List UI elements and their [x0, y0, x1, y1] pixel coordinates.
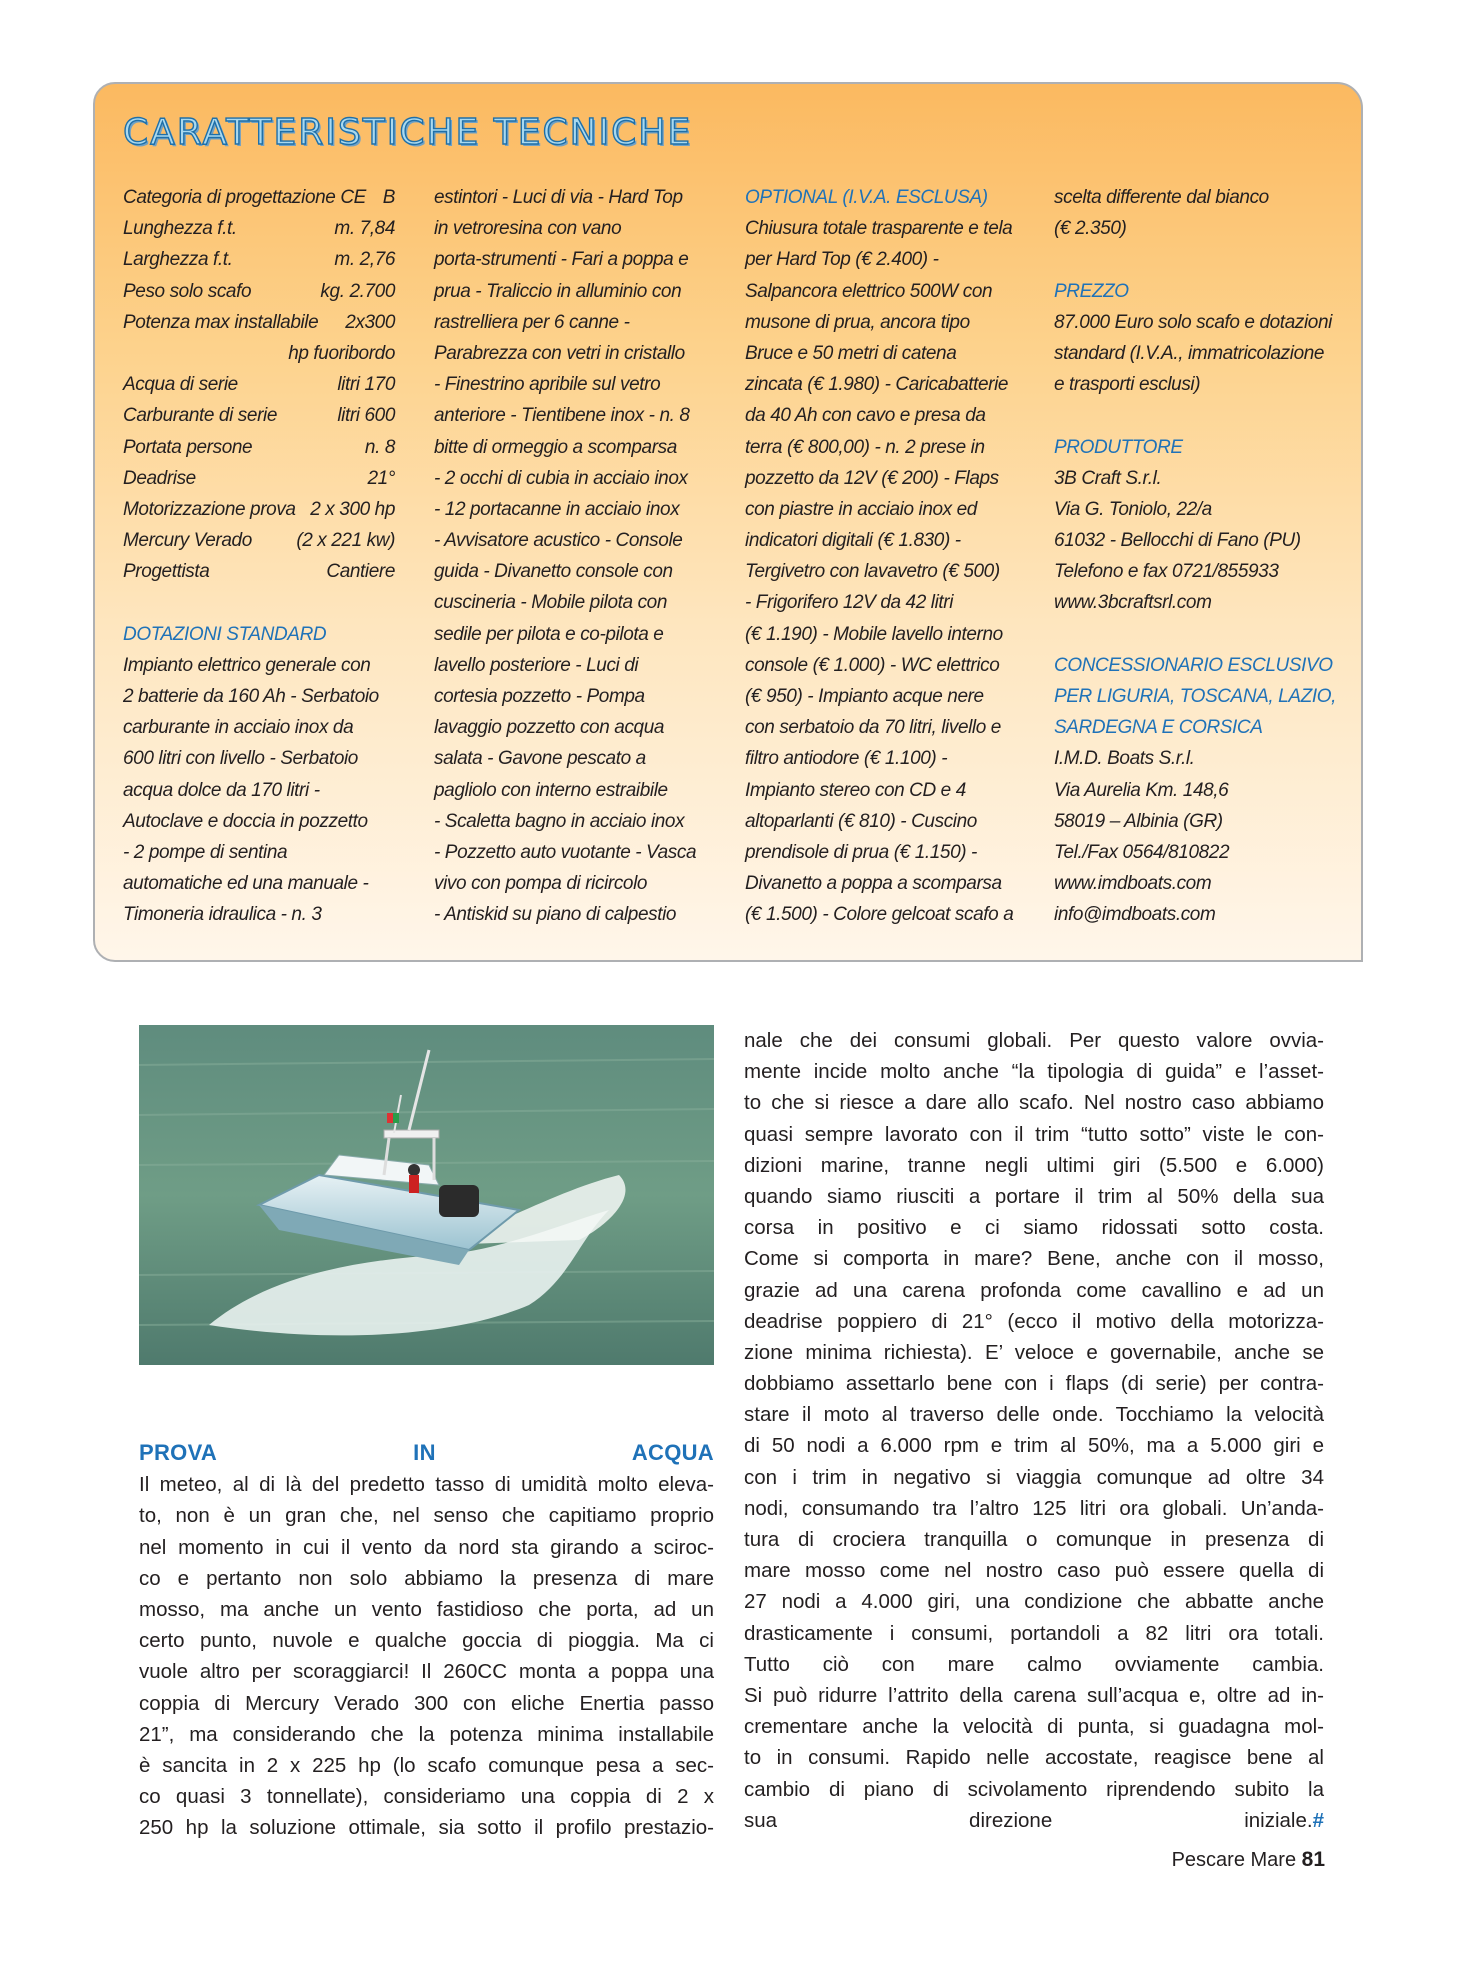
text-line: cuscineria - Mobile pilota con [434, 592, 668, 614]
text-line: con i trim in negativo si viaggia comunque ad oltre 34 [744, 1465, 1324, 1489]
text-line: guida - Divanetto console con [434, 561, 673, 583]
text-line: crementare anche la velocità di punta, si guadagna mol- [744, 1715, 1324, 1739]
text-line: co e pertanto non solo abbiamo la presenza di mare [139, 1566, 714, 1590]
spec-row [123, 369, 395, 400]
text-line: quasi sempre lavorato con il trim “tutto sotto” viste le con- [744, 1122, 1324, 1146]
text-line: (€ 950) - Impianto acque nere [745, 686, 984, 707]
text-line: acqua dolce da 170 litri - [123, 779, 320, 801]
text-line: salata - Gavone pescato a [434, 748, 646, 770]
text-line: altoparlanti (€ 810) - Cuscino [745, 810, 977, 832]
text-line: Tutto ciò con mare calmo ovviamente cambia. [744, 1652, 1324, 1676]
text-line: indicatori digitali (€ 1.830) - [745, 530, 961, 552]
spec-value: B [382, 187, 395, 208]
text-line: deadrise poppiero di 21° (ecco il motivo della motorizza- [744, 1309, 1324, 1333]
dealer-heading [1054, 650, 1354, 744]
text-line: - Finestrino apribile sul vetro [434, 374, 661, 396]
text-line: per Hard Top (€ 2.400) - [745, 249, 939, 271]
text-line: Tel./Fax 0564/810822 [1054, 841, 1230, 863]
text-line: to in consumi. Rapido nelle accostate, reagisce bene al [744, 1746, 1324, 1770]
text-line: 250 hp la soluzione ottimale, sia sotto il profilo prestazio- [139, 1816, 714, 1840]
text-line: - 12 portacanne in acciaio inox [434, 498, 680, 520]
specs-title: CARATTERISTICHE TECNICHE [123, 112, 693, 153]
heading-line: SARDEGNA E CORSICA [1054, 717, 1263, 739]
text-line: Chiusura totale trasparente e tela [745, 218, 1013, 240]
spec-value: m. 2,76 [334, 249, 395, 271]
spec-value: litri 600 [337, 405, 395, 427]
spec-label: Carburante di serie [123, 405, 277, 427]
dealer-contacts [1054, 743, 1354, 930]
optional-equipment-text-continued [1054, 182, 1354, 244]
text-line: Parabrezza con vetri in cristallo [434, 342, 685, 364]
spec-row [123, 400, 395, 431]
producer-heading: PRODUTTORE [1054, 436, 1183, 458]
spec-label: Peso solo scafo [123, 280, 252, 302]
article-last-line [744, 1805, 1324, 1836]
text-line: porta-strumenti - Fari a poppa e [434, 249, 689, 271]
text-line: musone di prua, ancora tipo [745, 311, 970, 333]
magazine-name: Pescare Mare [1171, 1849, 1297, 1871]
spec-label: Lunghezza f.t. [123, 218, 237, 240]
specs-column-3 [745, 182, 1035, 931]
text-line: info@imdboats.com [1054, 904, 1216, 926]
text-line: mare mosso come nel nostro caso può essere quella di [744, 1559, 1324, 1583]
heading-line: PER LIGURIA, TOSCANA, LAZIO, [1054, 686, 1336, 707]
text-line: www.3bcraftsrl.com [1054, 592, 1212, 614]
text-line: Tergivetro con lavavetro (€ 500) [745, 561, 1000, 583]
text-line: rastrelliera per 6 canne - [434, 311, 630, 333]
article-paragraph-3 [744, 1680, 1324, 1805]
text-line: da 40 Ah con cavo e presa da [745, 405, 986, 427]
text-line: pozzetto da 12V (€ 200) - Flaps [745, 467, 999, 489]
text-line: - Scaletta bagno in acciaio inox [434, 810, 685, 832]
spec-row [123, 307, 395, 338]
text-line: è sancita in 2 x 225 hp (lo scafo comunque pesa a sec- [139, 1753, 714, 1777]
text-line: vivo con pompa di ricircolo [434, 873, 648, 895]
spec-row [123, 463, 395, 494]
spec-label: Mercury Verado [123, 530, 252, 552]
text-line: con piastre in acciaio inox ed [745, 498, 977, 520]
text-line: quando siamo riusciti a portare il trim al 50% della sua [744, 1184, 1324, 1208]
text-line: nale che dei consumi globali. Per questo valore ovvia- [744, 1029, 1324, 1052]
spec-label: Motorizzazione prova [123, 498, 296, 520]
article-paragraph-1 [744, 1025, 1324, 1243]
text-line: lavaggio pozzetto con acqua [434, 717, 665, 739]
text-line: con serbatoio da 70 litri, livello e [745, 717, 1001, 739]
page-footer [1172, 1848, 1325, 1872]
spec-row [123, 525, 395, 556]
optional-equipment-text [745, 213, 1035, 930]
text-line: - Frigorifero 12V da 42 litri [745, 592, 954, 614]
text-line: - Pozzetto auto vuotante - Vasca [434, 841, 697, 863]
article-column-left [139, 1437, 714, 1843]
text-line: 3B Craft S.r.l. [1054, 467, 1162, 489]
text-line: drasticamente i consumi, portandoli a 82 litri ora totali. [744, 1621, 1324, 1645]
spec-label: Deadrise [123, 467, 196, 489]
text-line: 61032 - Bellocchi di Fano (PU) [1054, 530, 1301, 552]
text-line: stare il moto al traverso delle onde. Tocchiamo la velocità [744, 1403, 1324, 1427]
spec-row [123, 276, 395, 307]
text-line: mente incide molto anche “la tipologia di guida” e l’asset- [744, 1060, 1324, 1084]
text-line: nodi, consumando tra l’altro 125 litri ora globali. Un’anda- [744, 1496, 1324, 1520]
text-line: co quasi 3 tonnellate), consideriamo una coppia di 2 x [139, 1785, 714, 1809]
technical-specs-box [93, 82, 1363, 962]
section-heading: PROVA IN ACQUA [139, 1440, 714, 1465]
spec-value: m. 7,84 [334, 218, 395, 240]
text-line: scelta differente dal bianco [1054, 187, 1269, 208]
text-line: Via Aurelia Km. 148,6 [1054, 779, 1229, 801]
spec-rows [123, 182, 395, 587]
text-line: standard (I.V.A., immatricolazione [1054, 342, 1325, 364]
text-line: 58019 – Albinia (GR) [1054, 810, 1223, 832]
spec-row-continued [123, 338, 395, 369]
spec-value: (2 x 221 kw) [296, 530, 395, 552]
text-line: cambio di piano di scivolamento riprendendo subito la [744, 1777, 1324, 1801]
text-line: console (€ 1.000) - WC elettrico [745, 654, 1000, 676]
spec-value: hp fuoribordo [288, 342, 395, 364]
spec-row [123, 213, 395, 244]
text-line: filtro antiodore (€ 1.100) - [745, 748, 948, 770]
spec-row [123, 182, 395, 213]
text-line: I.M.D. Boats S.r.l. [1054, 748, 1195, 770]
spec-value: 2 x 300 hp [310, 498, 395, 520]
text-line: tura di crociera tranquilla o comunque in presenza di [744, 1528, 1324, 1551]
text-line: 87.000 Euro solo scafo e dotazioni [1054, 311, 1332, 333]
text-line: dobbiamo assettarlo bene con i flaps (di serie) per contra- [744, 1372, 1324, 1396]
spec-value: n. 8 [364, 436, 395, 458]
text-line: Salpancora elettrico 500W con [745, 280, 993, 302]
text-line: zione minima richiesta). E’ veloce e governabile, anche se [744, 1340, 1324, 1364]
spec-value: 2x300 [345, 311, 395, 333]
spec-label: Portata persone [123, 436, 253, 458]
last-line-text: sua direzione iniziale. [744, 1808, 1313, 1832]
spec-label: Acqua di serie [123, 374, 238, 396]
text-line: carburante in acciaio inox da [123, 717, 354, 739]
text-line: prua - Traliccio in alluminio con [434, 280, 682, 302]
text-line: (€ 1.500) - Colore gelcoat scafo a [745, 904, 1014, 926]
spec-value: Cantiere [326, 561, 395, 583]
page-number: 81 [1301, 1848, 1325, 1871]
price-heading: PREZZO [1054, 280, 1129, 302]
specs-column-2 [434, 182, 719, 931]
text-line: to che si riesce a dare allo scafo. Nel nostro caso abbiamo [744, 1091, 1324, 1115]
text-line: www.imdboats.com [1054, 873, 1212, 895]
text-line: grazie ad una carena profonda come cavallino e ad un [744, 1278, 1324, 1302]
text-line: Divanetto a poppa a scomparsa [745, 873, 1002, 895]
spec-value: litri 170 [337, 374, 395, 396]
text-line: Impianto stereo con CD e 4 [745, 779, 966, 801]
text-line: in vetroresina con vano [434, 218, 622, 240]
article-column-right [744, 1025, 1324, 1836]
text-line: Bruce e 50 metri di catena [745, 342, 957, 364]
spec-value: kg. 2.700 [320, 280, 395, 302]
text-line: lavello posteriore - Luci di [434, 654, 639, 676]
text-line: Il meteo, al di là del predetto tasso di umidità molto eleva- [139, 1473, 714, 1497]
text-line: Via G. Toniolo, 22/a [1054, 498, 1212, 520]
standard-equipment-heading: DOTAZIONI STANDARD [123, 623, 327, 645]
boat-photo [139, 1025, 714, 1365]
text-line: vuole altro per scoraggiarci! Il 260CC monta a poppa una [139, 1660, 714, 1684]
text-line: dizioni marine, tranne negli ultimi giri (5.500 e 6.000) [744, 1153, 1324, 1177]
spec-row [123, 432, 395, 463]
text-line: (€ 2.350) [1054, 218, 1127, 240]
text-line: 21”, ma considerando che la potenza minima installabile [139, 1722, 714, 1746]
text-line: Telefono e fax 0721/855933 [1054, 561, 1279, 583]
text-line: coppia di Mercury Verado 300 con eliche Enertia passo [139, 1691, 714, 1715]
text-line: - Avvisatore acustico - Console [434, 530, 683, 552]
standard-equipment-text-continued [434, 182, 719, 931]
text-line: estintori - Luci di via - Hard Top [434, 187, 683, 208]
text-line: nel momento in cui il vento da nord sta girando a sciroc- [139, 1535, 714, 1559]
spec-label: Progettista [123, 561, 210, 583]
spec-label: Potenza max installabile [123, 311, 319, 333]
text-line: zincata (€ 1.980) - Caricabatterie [745, 374, 1009, 396]
text-line: di 50 nodi a 6.000 rpm e trim al 50%, ma a 5.000 giri e [744, 1434, 1324, 1458]
text-line: pagliolo con interno estraibile [434, 779, 668, 801]
spec-row [123, 244, 395, 275]
specs-column-4 [1054, 182, 1354, 931]
price-text [1054, 307, 1354, 401]
spec-row [123, 494, 395, 525]
text-line: anteriore - Tientibene inox - n. 8 [434, 405, 690, 427]
spec-row [123, 556, 395, 587]
specs-column-1 [123, 182, 395, 931]
text-line: terra (€ 800,00) - n. 2 prese in [745, 436, 985, 458]
text-line: prendisole di prua (€ 1.150) - [745, 841, 977, 863]
text-line: (€ 1.190) - Mobile lavello interno [745, 623, 1003, 645]
text-line: 600 litri con livello - Serbatoio [123, 748, 358, 770]
end-mark: # [1312, 1808, 1324, 1832]
text-line: - 2 occhi di cubia in acciaio inox [434, 467, 688, 489]
spec-label: Categoria di progettazione CE [123, 187, 366, 208]
text-line: Autoclave e doccia in pozzetto [123, 810, 368, 832]
text-line: 27 nodi a 4.000 giri, una condizione che abbatte anche [744, 1590, 1324, 1614]
text-line: Si può ridurre l’attrito della carena sull’acqua e, oltre ad in- [744, 1683, 1324, 1707]
text-line: Come si comporta in mare? Bene, anche con il mosso, [744, 1247, 1324, 1271]
article-text-left [139, 1469, 714, 1843]
text-line: cortesia pozzetto - Pompa [434, 686, 645, 707]
heading-line: CONCESSIONARIO ESCLUSIVO [1054, 654, 1333, 676]
text-line: Timoneria idraulica - n. 3 [123, 904, 322, 926]
text-line: e trasporti esclusi) [1054, 374, 1201, 396]
spec-value: 21° [367, 467, 395, 489]
text-line: sedile per pilota e co-pilota e [434, 623, 664, 645]
spec-label: Larghezza f.t. [123, 249, 233, 271]
article-paragraph-2 [744, 1243, 1324, 1680]
text-line: automatiche ed una manuale - [123, 873, 369, 895]
text-line: 2 batterie da 160 Ah - Serbatoio [123, 686, 379, 707]
producer-contacts [1054, 463, 1354, 619]
text-line: certo punto, nuvole e qualche goccia di pioggia. Ma ci [139, 1629, 714, 1653]
text-line: - 2 pompe di sentina [123, 841, 288, 863]
text-line: bitte di ormeggio a scomparsa [434, 436, 677, 458]
text-line: mosso, ma anche un vento fastidioso che porta, ad un [139, 1597, 714, 1621]
text-line: to, non è un gran che, nel senso che capitiamo proprio [139, 1504, 714, 1528]
text-line: corsa in positivo e ci siamo ridossati sotto costa. [744, 1216, 1324, 1240]
optional-heading: OPTIONAL (I.V.A. ESCLUSA) [745, 187, 988, 208]
text-line: - Antiskid su piano di calpestio [434, 904, 677, 926]
text-line: Impianto elettrico generale con [123, 654, 371, 676]
standard-equipment-text [123, 650, 395, 931]
